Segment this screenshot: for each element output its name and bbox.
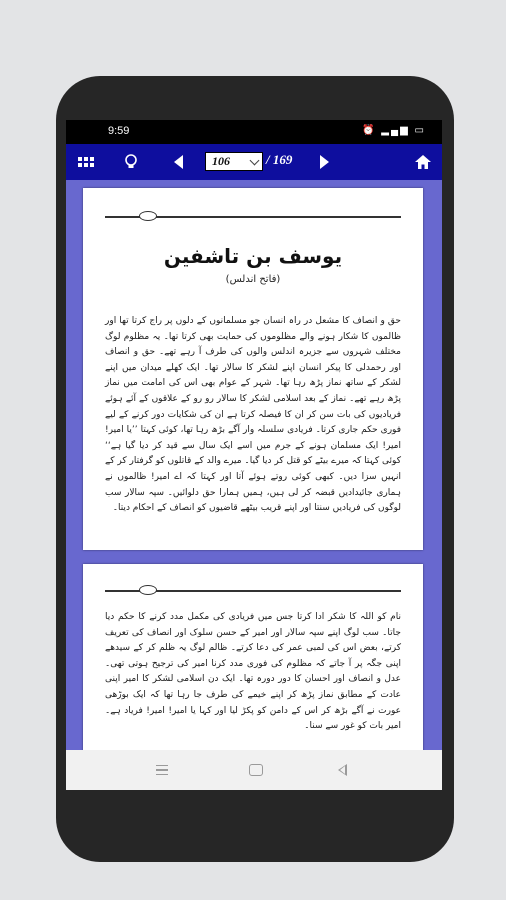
back-icon[interactable] xyxy=(338,764,347,776)
page-header-rule xyxy=(105,216,401,218)
home-nav-icon[interactable] xyxy=(249,764,263,776)
page-title: یوسف بن تاشفین xyxy=(163,244,343,268)
current-page: 106 xyxy=(212,154,230,168)
home-icon[interactable] xyxy=(410,144,436,180)
system-nav-bar xyxy=(66,750,442,790)
status-time: 9:59 xyxy=(108,125,130,137)
reader-toolbar xyxy=(66,144,442,180)
prev-arrow-icon[interactable] xyxy=(168,144,188,180)
battery-icon: ▭ xyxy=(414,125,426,136)
page-header-rule xyxy=(105,590,401,592)
page-body: حق و انصاف کا مشعل در راہ انسان جو مسلمانوں کے دلوں پر راج کرتا تھا اور ظالموں کا شکار ہونے والے مظلوموں کی حمایت بھی کرتا تھا۔ یہ مظلوم لوگ مختلف شہروں سے جزیرہ اندلس والوں کی طرف آ رہے تھے۔ حق و انصاف اور رحمدلی کا پیکر انسان اپنے لشکر کا سالار تھا۔ ایک کھلے میدان میں اپنے لشکر کے ساتھ نماز پڑھ رہا تھا۔ شہر کے عوام بھی اس کی امامت میں نماز پڑھ رہے تھے۔ نماز کے بعد اسلامی لشکر کا سالار رو رو کے علاقوں کے آئے ہوئے فریادیوں کی بات سن کر ان کا فیصلہ کرتا ہے ان کی شکایات دور کرنے کے لیے فوری حکم جاری کرتا۔ فریادی سلسلہ وار آگے بڑھ رہا تھا، کوئی کہتا ’’یا امیر! امیر! ایک مسلمان ہونے کے جرم میں اسے ایک سال سے قید کر دیا گیا ہے‘‘ کوئی کہتا کہ میرے بیٹے کو قتل کر دیا گیا۔ میرے والد کے قاتلوں کو گرفتار کر کے انہیں سزا دیں۔ کبھی کوئی روتے ہوئے آتا اور کہتا کہ اے امیر! ظالموں نے ہماری جائیدادیں قبضہ کر لی ہیں، ہمیں ہمارا حق دلوائیں۔ سپہ سالار سب لوگوں کی فریادیں سنتا اور اپنے قریب بیٹھے قاضیوں کو انصاف کے احکام دیتا۔ xyxy=(105,316,401,514)
page-number-select[interactable] xyxy=(205,152,263,171)
page-body: نام کو اللہ کا شکر ادا کرتا جس میں فریادی کی مکمل مدد کرنے کا حکم دیا جاتا۔ سب لوگ اپنے سپہ سالار اور امیر کے حسن سلوک اور انصاف کی تعریف کرتے، بعض اس کی لمبی عمر کی دعا کرتے۔ ظالم لوگ یہ ظلم کر کے سیدھے اپنی جگہ پر آ جاتے کہ مظلوم کی فوری مدد کرنا امیر کی ترجیح ہوتی تھی۔ عدل و انصاف اور احسان کا دور دورہ تھا۔ ایک دن اسلامی لشکر کا امیر اپنی عادت کے مطابق نماز پڑھ کر اپنے خیمے کی طرف جا رہا تھا کہ ایک بوڑھی عورت نے آگے بڑھ کر اس کے دامن کو پکڑ لیا اور کہا یا امیر! امیر! فریاد ہے۔ امیر بات کو غور سے سنا۔ xyxy=(105,612,401,732)
grid-menu-icon[interactable] xyxy=(72,144,100,180)
status-icons xyxy=(362,125,426,136)
total-pages: / 169 xyxy=(266,152,293,167)
ornament-icon xyxy=(139,585,157,595)
alarm-icon: ⏰ xyxy=(362,125,377,136)
ornament-icon xyxy=(139,211,157,221)
signal-icon: ▂▄▆ xyxy=(381,125,410,136)
bulb-icon[interactable] xyxy=(118,144,144,180)
chevron-down-icon xyxy=(250,156,260,166)
screen xyxy=(66,120,442,790)
book-page xyxy=(83,188,423,550)
reader-content[interactable] xyxy=(66,180,442,750)
book-page xyxy=(83,564,423,750)
next-arrow-icon[interactable] xyxy=(314,144,334,180)
status-bar xyxy=(66,120,442,144)
recents-icon[interactable] xyxy=(156,765,168,775)
page-subtitle: (فاتح اندلس) xyxy=(225,274,281,285)
phone-frame xyxy=(56,76,454,862)
